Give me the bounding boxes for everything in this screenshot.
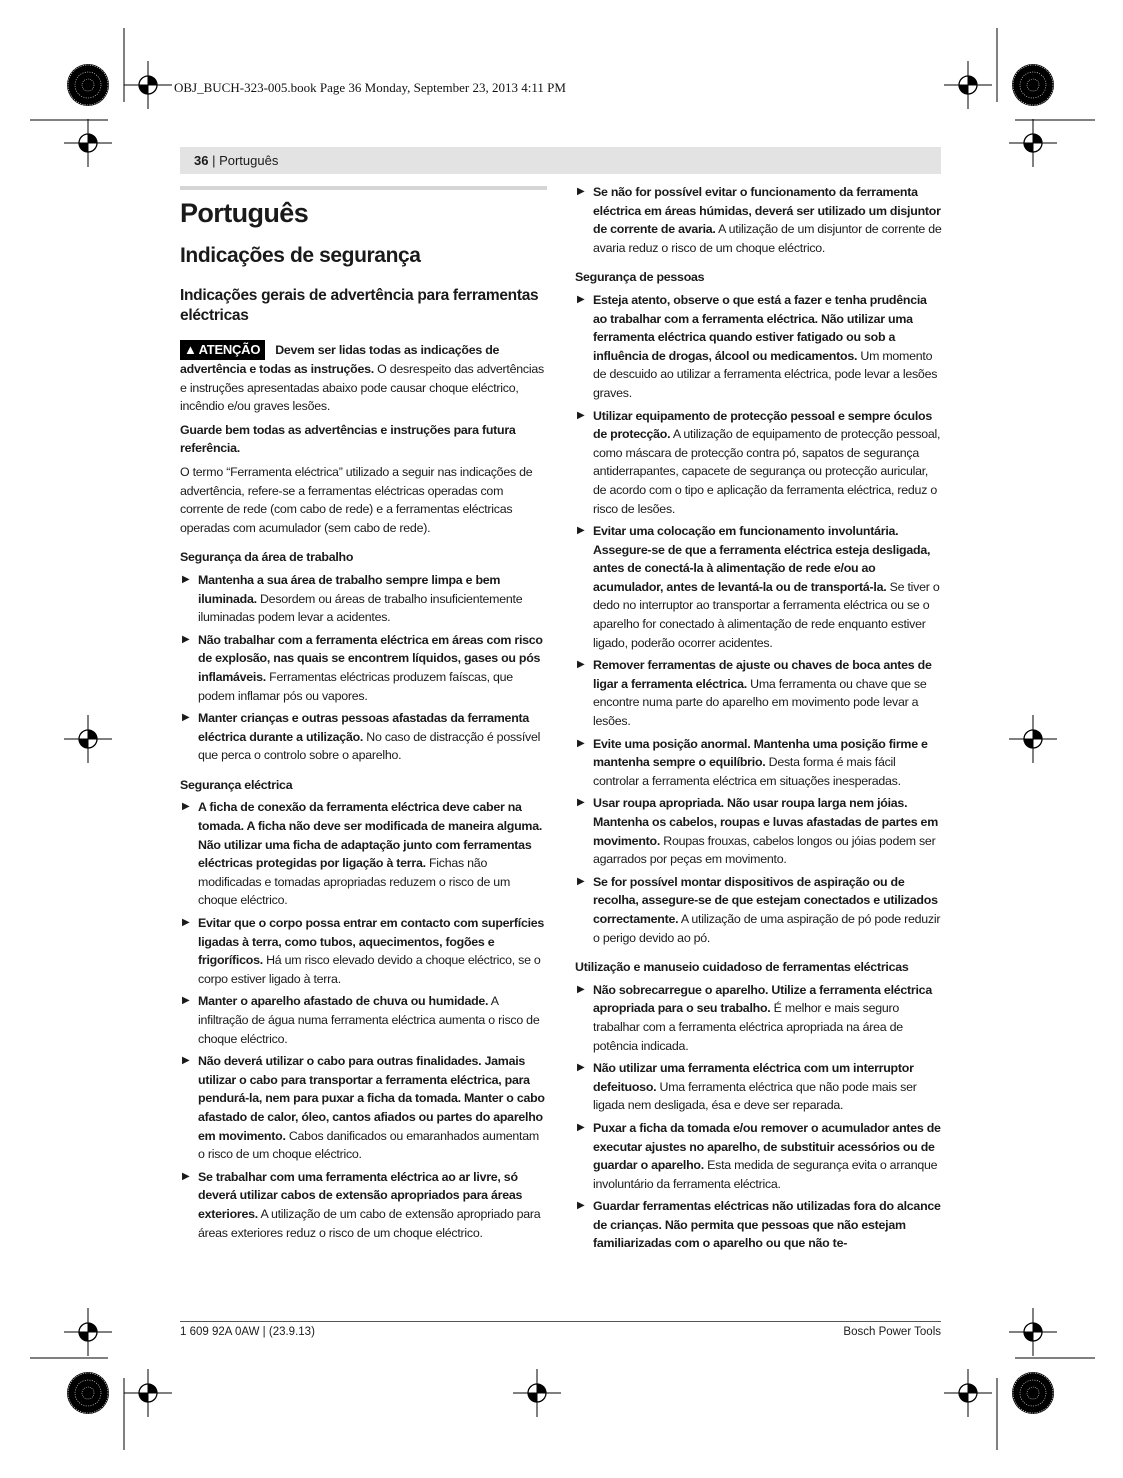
item-text: A utilização de um disjuntor de corrente de avaria reduz o risco de um choque eléctrico. [593,222,942,255]
list-item [180,992,548,1048]
item-bold: Evitar uma colocação em funcionamento involuntária. Assegure-se de que a ferramenta eléctrica esteja desligada, antes de conectá-la à alimentação de rede e/ou ao acumulador, antes de levantá-la ou de transportá-la. [593,524,931,594]
warning-bold: Devem ser lidas todas as indicações de advertência e todas as instruções. [180,343,500,376]
item-bold: Se for possível montar dispositivos de aspiração ou de recolha, assegure-se de que estejam conectados e utilizados correctamente. [593,874,938,926]
list-item [575,183,943,257]
bullet-arrow-icon: ▶ [182,712,190,724]
item-text: Fichas não modificadas e tomadas apropriadas reduzem o risco de um choque eléctrico. [198,856,511,908]
warning-triangle-icon: ▲ [184,342,197,357]
list-item [575,981,943,1055]
item-bold: Evitar que o corpo possa entrar em contacto com superfícies ligadas à terra, como tubos, aquecimentos, fogões e frigoríficos. [198,916,545,968]
item-bold: Não sobrecarregue o aparelho. Utilize a ferramenta eléctrica apropriada para o seu trabalho. [593,982,932,1016]
item-bold: Utilizar equipamento de protecção pessoal e sempre óculos de protecção. [593,408,932,442]
header-separator: | [208,153,220,168]
item-bold: Evite uma posição anormal. Mantenha uma posição firme e mantenha sempre o equilíbrio. [593,736,928,770]
item-text: Desordem ou áreas de trabalho insuficientemente iluminadas podem levar a acidentes. [198,591,523,625]
item-text: A infiltração de água numa ferramenta eléctrica aumenta o risco de choque eléctrico. [198,994,540,1046]
item-text: A utilização de equipamento de protecção pessoal, como máscara de protecção contra pó, sapatos de segurança antiderrapantes, capacete de segurança ou protecção auricular, de acordo com o tipo e aplicação da ferramenta eléctrica, reduz o risco de lesões. [593,427,941,516]
item-bold: Puxar a ficha da tomada e/ou remover o acumulador antes de executar ajustes no aparelho, de substituir acessórios ou de guardar o aparelho. [593,1120,941,1173]
subsection-heading: Indicações gerais de advertência para ferramentas eléctricas [180,287,539,324]
item-text: Roupas frouxas, cabelos longos ou jóias podem ser agarrados por peças em movimento. [593,833,936,867]
bullet-arrow-icon: ▶ [577,1062,585,1074]
bullet-arrow-icon: ▶ [577,186,585,197]
item-text: Uma ferramenta eléctrica que não pode mais ser ligada nem desligada, ésa e deve ser reparada. [593,1079,917,1113]
persons-heading: Segurança de pessoas [575,270,705,285]
title-rule [180,186,547,190]
item-bold: Não deverá utilizar o cabo para outras finalidades. Jamais utilizar o cabo para transportar a ferramenta eléctrica, para pendurá-la, nem para puxar a ficha da tomada. Manter o cabo afastado de calor, óleo, cantos afiados ou partes do aparelho em movimento. [198,1054,545,1143]
bullet-arrow-icon: ▶ [577,409,585,421]
warning-paragraph [180,336,548,416]
item-text: Cabos danificados ou emaranhados aumentam o risco de um choque eléctrico. [198,1128,539,1162]
item-text: Um momento de descuido ao utilizar a ferramenta eléctrica, pode levar a lesões graves. [593,348,938,400]
warning-label: ATENÇÃO [198,342,261,357]
item-text: Esta medida de segurança evita o arranque involuntário da ferramenta eléctrica. [593,1158,938,1191]
item-text: Há um risco elevado devido a choque eléctrico, se o corpo estiver ligado à terra. [198,953,541,986]
list-item [575,794,943,868]
item-bold: Manter o aparelho afastado de chuva ou humidade. [198,994,489,1009]
print-slug: OBJ_BUCH-323-005.book Page 36 Monday, September 23, 2013 4:11 PM [174,80,566,95]
bullet-arrow-icon: ▶ [577,525,585,537]
page-header [194,153,278,168]
bullet-arrow-icon: ▶ [577,293,585,305]
list-item [575,656,943,730]
footer-right: Bosch Power Tools [843,1326,941,1338]
item-bold: Se não for possível evitar o funcionamento da ferramenta eléctrica em áreas húmidas, deverá ser utilizado um disjuntor de corrente de avaria. [593,185,941,237]
item-bold: Remover ferramentas de ajuste ou chaves de boca antes de ligar a ferramenta eléctrica. [593,658,932,691]
item-bold: Guardar ferramentas eléctricas não utilizadas fora do alcance de crianças. Não permita que pessoas que não estejam familiarizadas com o aparelho ou que não te- [593,1199,941,1251]
list-item [180,709,548,765]
item-bold: Não utilizar uma ferramenta eléctrica com um interruptor defeituoso. [593,1061,914,1094]
footer-rule [180,1321,941,1322]
item-bold: Se trabalhar com uma ferramenta eléctrica ao ar livre, só deverá utilizar cabos de extensão apropriados para áreas exteriores. [198,1169,523,1221]
warning-text: O desrespeito das advertências e instruções apresentadas abaixo pode causar choque eléctrico, incêndio e/ou graves lesões. [180,362,544,414]
header-language: Português [219,153,279,168]
page-header-bar [180,147,941,174]
list-item [575,1119,943,1193]
item-bold: A ficha de conexão da ferramenta eléctrica deve caber na tomada. A ficha não deve ser modificada de maneira alguma. Não utilizar uma ficha de adaptação junto com ferramentas eléctricas protegidas por ligação à terra. [198,800,543,871]
list-item [575,291,943,403]
item-text: Ferramentas eléctricas produzem faíscas, que podem inflamar pós ou vapores. [198,669,513,703]
page-title: Português [180,198,309,228]
bullet-arrow-icon: ▶ [577,1121,585,1133]
item-text: A utilização de um cabo de extensão apropriado para áreas exteriores reduz o risco de um choque eléctrico. [198,1206,541,1240]
list-item [180,571,548,627]
bullet-arrow-icon: ▶ [577,659,585,671]
warning-badge [180,340,265,360]
bullet-arrow-icon: ▶ [577,875,585,887]
list-item [180,798,548,910]
list-item [180,1168,548,1242]
item-text: Desta forma é mais fácil controlar a ferramenta eléctrica em situações inesperadas. [593,755,901,788]
list-item [575,522,943,652]
item-bold: Manter crianças e outras pessoas afastadas da ferramenta eléctrica durante a utilização. [198,711,530,744]
list-item [575,873,943,947]
bullet-arrow-icon: ▶ [182,917,190,929]
list-item [575,735,943,791]
bullet-arrow-icon: ▶ [182,995,190,1007]
term-definition: O termo “Ferramenta eléctrica” utilizado a seguir nas indicações de advertência, refere-se a ferramentas eléctricas operadas com corrente de rede (com cabo de rede) e a ferramentas eléctricas operadas com acumulador (sem cabo de rede). [180,464,533,535]
bullet-arrow-icon: ▶ [182,1055,190,1067]
item-bold: Mantenha a sua área de trabalho sempre limpa e bem iluminada. [198,572,501,606]
item-text: A utilização de uma aspiração de pó pode reduzir o perigo devido ao pó. [593,911,941,945]
item-bold: Usar roupa apropriada. Não usar roupa larga nem jóias. Mantenha os cabelos, roupas e luvas afastadas de partes em movimento. [593,796,938,848]
page-number: 36 [194,153,209,168]
electrical-heading: Segurança eléctrica [180,777,293,792]
list-item [180,631,548,705]
list-item [575,407,943,519]
item-text: No caso de distracção é possível que perca o controlo sobre o aparelho. [198,729,541,763]
item-text: Se tiver o dedo no interruptor ao transportar a ferramenta eléctrica ou se o aparelho for conectado à alimentação de rede enquanto estiver ligado, poderão ocorrer acidentes. [593,579,940,650]
right-column [575,183,943,1257]
bullet-arrow-icon: ▶ [577,1200,585,1212]
bullet-arrow-icon: ▶ [182,1170,190,1182]
keep-instructions: Guarde bem todas as advertências e instruções para futura referência. [180,422,516,456]
list-item [180,1052,548,1164]
item-bold: Esteja atento, observe o que está a fazer e tenha prudência ao trabalhar com a ferramenta eléctrica. Não utilizar uma ferramenta eléctrica quando estiver fatigado ou sob a influência de drogas, álcool ou medicamentos. [593,292,927,363]
bullet-arrow-icon: ▶ [182,573,190,585]
bullet-arrow-icon: ▶ [577,737,585,749]
bullet-arrow-icon: ▶ [182,633,190,645]
left-column [180,186,548,1246]
bullet-arrow-icon: ▶ [182,801,190,813]
footer-left: 1 609 92A 0AW | (23.9.13) [180,1326,315,1338]
item-bold: Não trabalhar com a ferramenta eléctrica em áreas com risco de explosão, nas quais se encontrem líquidos, gases ou pós inflamáveis. [198,632,543,684]
list-item [575,1059,943,1115]
bullet-arrow-icon: ▶ [577,983,585,995]
list-item [180,914,548,988]
work-area-heading: Segurança da área de trabalho [180,550,354,565]
usage-heading: Utilização e manuseio cuidadoso de ferramentas eléctricas [575,960,909,975]
item-text: Uma ferramenta ou chave que se encontre numa parte do aparelho em movimento pode levar a lesões. [593,676,927,729]
list-item [575,1197,943,1253]
section-heading: Indicações de segurança [180,244,421,267]
bullet-arrow-icon: ▶ [577,797,585,809]
item-text: É melhor e mais seguro trabalhar com a ferramenta eléctrica apropriada na área de potência indicada. [593,1001,903,1053]
